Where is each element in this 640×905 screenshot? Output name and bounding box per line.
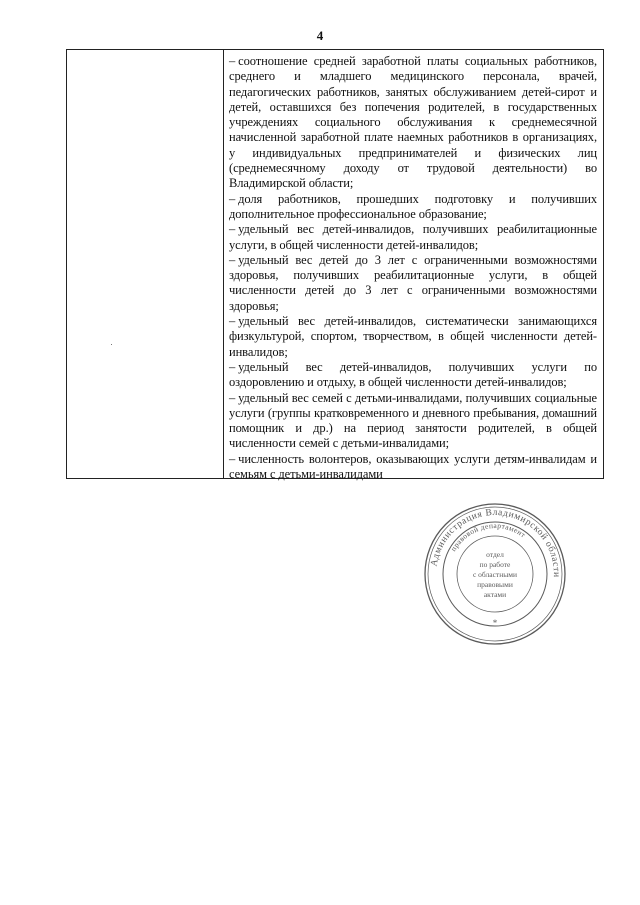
indicator-item: – удельный вес детей-инвалидов, систематически занимающихся физкультурой, спортом, творчеством, в общей численности детей-инвалидов; [229, 314, 597, 359]
indicator-item: – численность волонтеров, оказывающих услуги детям-инвалидам и семьям с детьми-инвалидами [229, 451, 597, 482]
svg-text:правовыми: правовыми [477, 580, 513, 589]
page-number: 4 [316, 28, 324, 43]
indicator-item: – доля работников, прошедших подготовку и получивших дополнительное профессиональное образование; [229, 191, 597, 221]
indicator-item: – удельный вес семей с детьми-инвалидами, получивших социальные услуги (группы кратковременного и дневного пребывания, домашний помощник и др.) на период занятости родителей, в общей численности семей с детьми-инвалидами; [229, 390, 597, 451]
indicator-item: – удельный вес детей-инвалидов, получивших реабилитационные услуги, в общей численности детей-инвалидов; [229, 222, 597, 252]
svg-text:с областными: с областными [472, 570, 518, 579]
indicators-table [66, 49, 604, 482]
stamp-inner-text: правовой департамент [448, 520, 528, 553]
stamp-star: * [492, 618, 498, 628]
stamp-center-text [473, 550, 517, 599]
svg-text:актами: актами [483, 590, 507, 599]
official-stamp [423, 502, 567, 646]
scan-speck [111, 344, 112, 345]
stamp-seal-graphic [423, 502, 567, 646]
svg-text:по работе: по работе [479, 560, 511, 569]
indicator-item: – удельный вес детей до 3 лет с ограниченными возможностями здоровья, получивших реабилитационные услуги, в общей численности детей до 3 лет с ограниченными возможностями здоровья; [229, 252, 597, 313]
table-left-cell [67, 50, 224, 478]
stamp-outer-text: Администрация Владимирской области [429, 507, 562, 578]
indicator-item: – удельный вес детей-инвалидов, получивших услуги по оздоровлению и отдыху, в общей численности детей-инвалидов; [229, 359, 597, 390]
indicator-item: – соотношение средней заработной платы социальных работников, среднего и младшего медицинского персонала, врачей, педагогических работников, занятых обслуживанием детей-сирот и детей, оставшихся без попечения родителей, в государственных учреждениях социального обслуживания к среднемесячной начисленной заработной плате наемных работников в организациях, у индивидуальных предпринимателей и физических лиц (среднемесячному доходу от трудовой деятельности) во Владимирской области; [229, 54, 597, 191]
table-right-cell [224, 50, 603, 482]
svg-text:отдел: отдел [486, 550, 504, 559]
